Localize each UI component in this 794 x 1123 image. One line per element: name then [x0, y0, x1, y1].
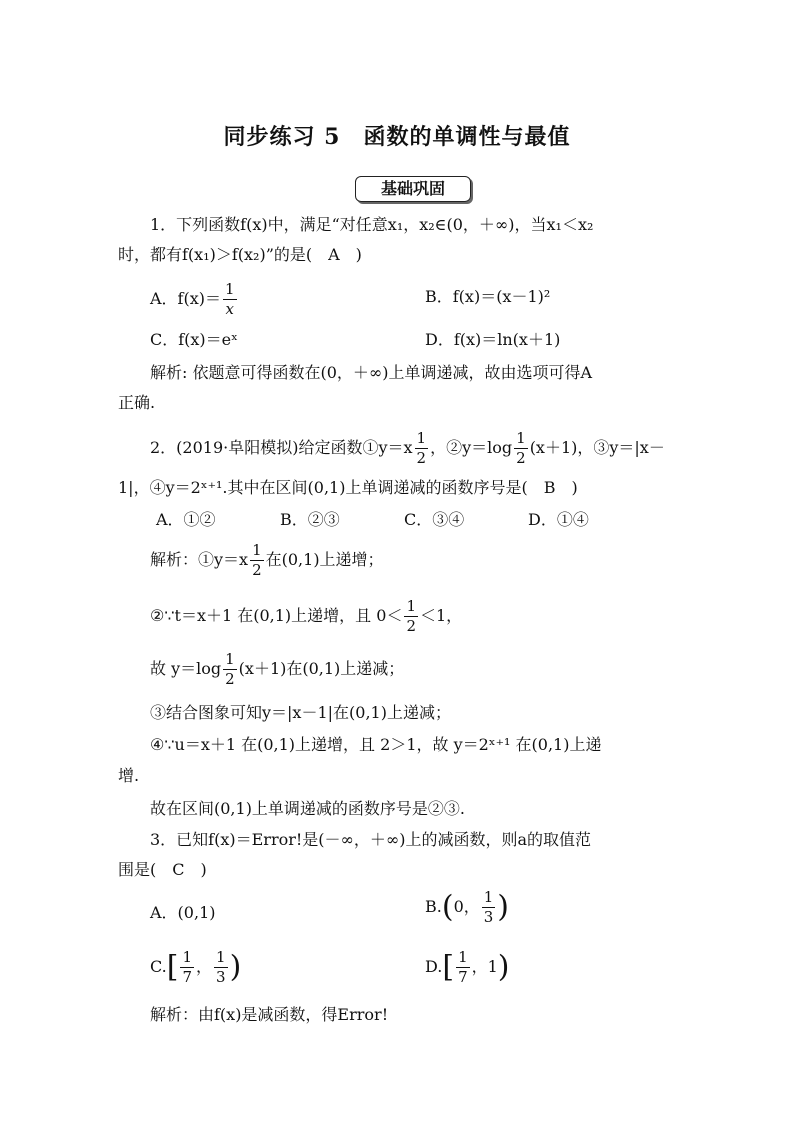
q2-solution-line5: ④∵u＝x＋1 在(0,1)上递增，且 2＞1，故 y＝2ˣ⁺¹ 在(0,1)上递 [150, 735, 602, 754]
q2-sol3-fraction [223, 652, 237, 687]
fraction-denominator: 7 [182, 968, 193, 986]
q2-solution-line6: 增. [118, 766, 140, 785]
q1-option-d: D．f(x)＝ln(x＋1) [425, 330, 561, 349]
q2-sol3-post: (x＋1)在(0,1)上递减； [238, 659, 405, 678]
q1-option-c: C．f(x)＝eˣ [150, 330, 238, 349]
fraction-denominator: 3 [216, 968, 226, 986]
fraction-numerator: 1 [416, 429, 427, 447]
open-bracket-glyph: [ [166, 949, 179, 985]
q2-option-a: A．①② [156, 510, 216, 529]
close-paren-glyph: ) [229, 949, 242, 985]
q1-stem-line2: 时，都有f(x₁)＞f(x₂)”的是( A ) [118, 245, 362, 264]
q2-sol2-pre: ②∵t＝x＋1 在(0,1)上递增，且 0＜ [150, 606, 403, 625]
section-tag: 基础巩固 [355, 176, 471, 202]
fraction-denominator: 2 [516, 449, 526, 467]
q1-solution-line1: 解析: 依题意可得函数在(0，＋∞)上单调递减，故由选项可得A [150, 363, 593, 382]
q1-option-a-text: A．f(x)＝ [150, 289, 221, 308]
q2-sol1-post: 在(0,1)上递增； [265, 550, 384, 569]
q3-option-d-label: D. [425, 957, 443, 976]
q2-sol2-fraction [404, 599, 418, 634]
fraction-numerator: 1 [516, 429, 526, 447]
q3-option-b-left: 0， [453, 897, 480, 916]
q2-option-c: C．③④ [404, 510, 465, 529]
q3-option-a: A．(0,1) [150, 903, 216, 922]
q3-option-b [425, 890, 509, 925]
q3-option-b-label: B. [425, 897, 442, 916]
q3-option-c [150, 950, 241, 985]
q3-option-d-fraction [456, 950, 470, 985]
q3-option-d [425, 950, 510, 985]
comma-glyph: ， [196, 957, 213, 976]
q2-stem-post: (x＋1)，③y＝|x－ [529, 438, 665, 457]
close-paren-glyph: ) [497, 949, 510, 985]
q3-option-b-fraction [482, 890, 496, 925]
q2-stem-line2: 1|，④y＝2ˣ⁺¹.其中在区间(0,1)上单调递减的函数序号是( B ) [118, 478, 578, 497]
q2-solution-line3 [150, 652, 404, 687]
q2-stem-exponent-fraction [415, 431, 429, 466]
q2-stem-pre: 2．(2019·阜阳模拟)给定函数①y＝x [150, 438, 413, 457]
q2-sol1-fraction [250, 543, 264, 578]
q3-option-c-fraction1 [180, 950, 194, 985]
fraction-denominator: 7 [458, 968, 468, 986]
q2-solution-line2 [150, 599, 462, 634]
open-paren-glyph: ( [441, 889, 454, 925]
q1-solution-line2: 正确. [118, 393, 156, 412]
q2-sol3-pre: 故 y＝log [150, 659, 222, 678]
q2-solution-line1 [150, 543, 384, 578]
q1-option-b: B．f(x)＝(x－1)² [425, 287, 551, 306]
q2-stem-log-base-fraction [514, 431, 528, 466]
open-bracket-glyph: [ [442, 949, 455, 985]
fraction-denominator: 2 [416, 449, 427, 467]
fraction-denominator: x [225, 300, 234, 318]
q2-stem-line1 [150, 431, 665, 466]
q2-sol1-pre: 解析：①y＝x [150, 550, 249, 569]
q3-option-c-label: C. [150, 957, 167, 976]
fraction-numerator: 1 [458, 948, 468, 966]
fraction-numerator: 1 [216, 948, 226, 966]
q2-option-d: D．①④ [528, 510, 589, 529]
q3-solution: 解析：由f(x)是减函数，得Error! [150, 1005, 389, 1024]
q3-stem-line2: 围是( C ) [118, 860, 207, 879]
fraction-denominator: 2 [252, 561, 262, 579]
fraction-denominator: 2 [225, 670, 235, 688]
q1-option-a [150, 282, 239, 317]
q3-option-d-right: ，1 [471, 957, 498, 976]
q3-option-c-fraction2 [214, 950, 228, 985]
fraction-numerator: 1 [252, 541, 262, 559]
q2-sol2-post: ＜1， [420, 606, 463, 625]
q2-solution-line7: 故在区间(0,1)上单调递减的函数序号是②③. [150, 799, 466, 818]
q2-solution-line4: ③结合图象可知y＝|x－1|在(0,1)上递减； [150, 703, 451, 722]
close-paren-glyph: ) [497, 889, 510, 925]
fraction-denominator: 2 [406, 617, 416, 635]
fraction-numerator: 1 [406, 597, 416, 615]
q2-option-b: B．②③ [280, 510, 340, 529]
q2-stem-mid: ，②y＝log [430, 438, 513, 457]
q1-stem-line1: 1．下列函数f(x)中，满足“对任意x₁，x₂∈(0，＋∞)，当x₁＜x₂ [150, 215, 594, 234]
page-title: 同步练习 5 函数的单调性与最值 [223, 124, 571, 150]
fraction-numerator: 1 [225, 280, 235, 298]
fraction-numerator: 1 [225, 650, 235, 668]
fraction-denominator: 3 [483, 908, 494, 926]
q1-option-a-fraction [223, 282, 237, 317]
fraction-numerator: 1 [483, 888, 494, 906]
fraction-numerator: 1 [182, 948, 193, 966]
q3-stem-line1: 3．已知f(x)＝Error!是(－∞，＋∞)上的减函数，则a的取值范 [150, 830, 591, 849]
